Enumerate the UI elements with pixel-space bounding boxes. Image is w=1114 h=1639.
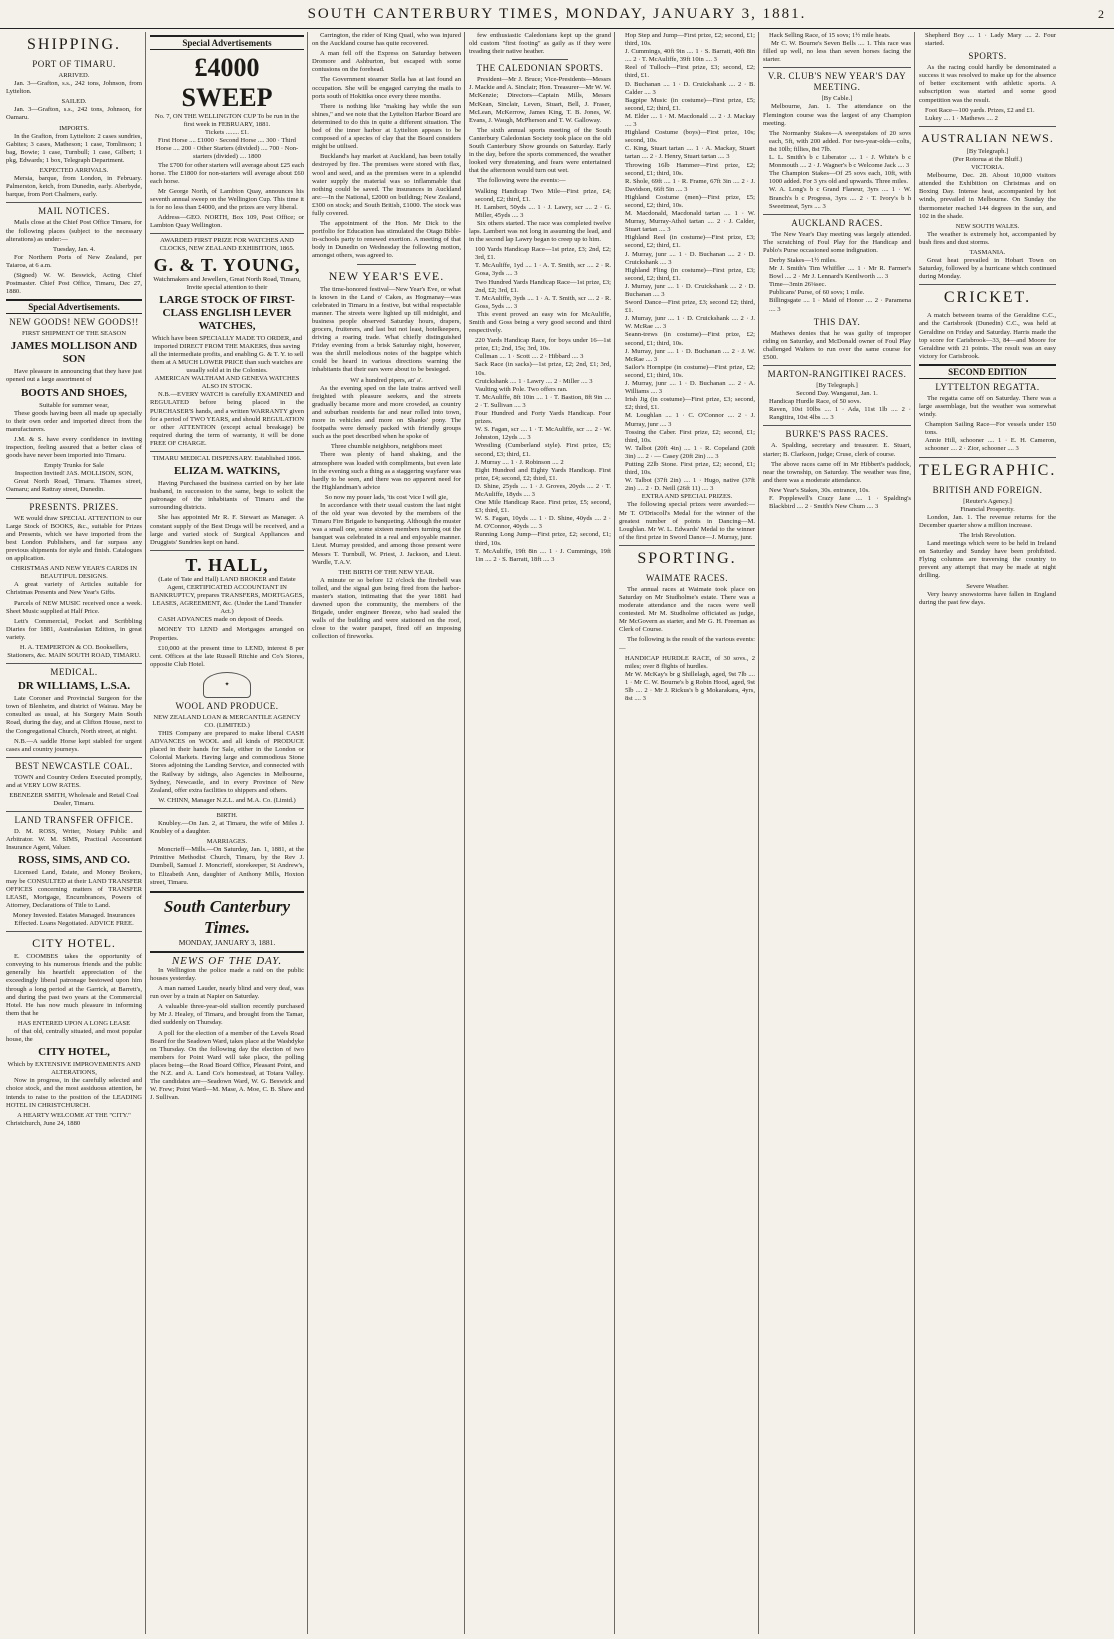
masthead-title: SOUTH CANTERBURY TIMES, MONDAY, JANUARY 3, 1881. [307, 6, 807, 22]
event-results: D. Shine, 25yds .... 1 · J. Groves, 20yds .... 2 · T. McAuliffe, 18yds .... 3 [475, 482, 611, 498]
event-results: M. Macdonald, Macdonald tartan .... 1 · W. Murray, Murray-Athol tartan .... 2 · J. Calder, Stuart tartan .... 3 [625, 210, 755, 234]
event-title: Throwing 16lb Hammer—First prize, £2; second, £1; third, 10s. [625, 161, 755, 177]
event-results: J. Murray .... 1 · J. Robinson .... 2 [475, 458, 564, 466]
young-sub: Watchmakers and Jewellers, Great North Road, Timaru, Invite special attention to their [153, 275, 301, 291]
vr-club-heading: V.R. CLUB'S NEW YEAR'S DAY MEETING. [767, 71, 907, 93]
event-title: The Normanby Stakes—A sweepstakes of 20 sovs each, 5ft, with 200 added. For two-year-olds—colts, 8st 10lb; fillies, 8st 7lb. [769, 129, 911, 153]
article-paragraph: Melbourne, Jan. 1. The attendance on the Flemington course was the largest of any Champion meeting. [763, 103, 911, 127]
event-title: Vaulting with Pole. Two offers ran. [475, 385, 568, 393]
event-results: W. S. Fagan, 10yds .... 1 · D. Shine, 40yds .... 2 · M. O'Connor, 40yds .... 3 [475, 515, 611, 531]
news-item: Carrington, the rider of King Quail, who was injured on the Auckland course has quite recovered. [312, 32, 461, 48]
column-1 [6, 32, 146, 1634]
event-title: Tossing the Caber. First prize, £2; second, £1; third, 10s. [625, 428, 755, 444]
christchurch-date: Christchurch, June 24, 1880 [6, 1119, 81, 1127]
article-paragraph: The sixth annual sports meeting of the South Canterbury Caledonian Society took place on the old South Canterbury Show grounds on Saturday. Early in the day, before the sports commenced, the weather looked very threatening, and fears were entertained that the afternoon would turn out wet. [469, 126, 611, 175]
sweep-headline: £4000 SWEEP [181, 53, 273, 112]
column-5 [619, 32, 759, 1634]
event-title: Champion Sailing Race—For vessels under 150 tons. [925, 421, 1056, 437]
port-heading: PORT OF TIMARU. [32, 59, 116, 69]
presents-text: WE would draw SPECIAL ATTENTION to our Large Stock of BOOKS, &c., suitable for Prizes and Presents, which we have imported from the best London Publishers, and far surpass any previous shipments for style and finish. Catalogues on application. [6, 514, 142, 563]
event-results: J. Murray, junr .... 1 · D. Buchanan .... 2 · D. Cruickshank .... 3 [625, 250, 755, 266]
event-results: W. S. Fagan, scr .... 1 · T. McAuliffe, scr .... 2 · W. Johnston, 12yds .... 3 [475, 426, 611, 442]
by-telegraph-line: [By Telegraph.] [816, 382, 858, 389]
sailed-text: Jan. 3—Grafton, s.s., 242 tons, Johnson, for Oamaru. [6, 106, 142, 122]
north-text: Mr George North, of Lambton Quay, announces his seventh annual sweep on the Wellington Cup. This time it is for no less than £4000, and the prizes are very liberal. [150, 187, 304, 212]
land-office-heading: LAND TRANSFER OFFICE. [14, 815, 134, 826]
sporting-heading: SPORTING. [637, 549, 737, 567]
article-paragraph: As the evening sped on the late trains arrived well freighted with pleasure seekers, and the streets gradually became more and more crowded, as country and suburban residents far and near rolled into town, more in vehicles and more on Shanks' pony. The footpaths were densely packed with friendly groups such as the poet described when he spoke of [312, 384, 461, 441]
via-line: (Per Rotorua at the Bluff.) [952, 155, 1023, 163]
article-paragraph: In accordance with their usual custom the last night of the old year was devoted by the members of the Timaru Fire Brigade to banqueting. Although the muster was a small one, some sixteen members turning out the banquet was celebrated in a real and enjoyable manner. Lieut. Murray presided, and among those present were Messrs T. Turnbull, W. Priest, J. Jackson, and Lieut. Wardle, T.A.V. [312, 501, 461, 566]
tickets-line: Tickets ........ £1. [205, 129, 249, 137]
subheading: THE BIRTH OF THE NEW YEAR. [338, 568, 435, 576]
event-title: Sailor's Hornpipe (in costume)—First prize, £2; second, £1; third, 10s. [625, 363, 755, 379]
extra-prizes-heading: EXTRA AND SPECIAL PRIZES. [641, 493, 733, 501]
column-3 [312, 32, 465, 1634]
entered-line: HAS ENTERED UPON A LONG LEASE [17, 1019, 131, 1027]
mail-text: Mails close at the Chief Post Office Timaru, for the following places (subject to the necessary alterations) as under:— [6, 219, 142, 243]
caledonian-heading: THE CALEDONIAN SPORTS. [476, 63, 604, 74]
office-text: £10,000 at the present time to LEND, interest 8 per cent. Offices at the late Russell Ritchie and Co's Stores, opposite Club Hotel. [150, 644, 304, 668]
divider [6, 757, 142, 758]
imports-text: In the Grafton, from Lyttelton: 2 cases sundries, Gabites; 3 cases, Matheson; 1 case, Tomlinson; 1 bag, Bowie; 1 case, Turnbull; 1 case, Gilbert; 1 pkg, Edwards; 1 box, Telegraph Department. [6, 132, 142, 164]
special-ads-heading-2: Special Advertisements [150, 35, 304, 50]
page-number: 2 [1098, 7, 1104, 21]
event-results: J. Murray, junr .... 1 · D. Buchanan .... 2 · J. W. McRae .... 3 [625, 347, 755, 363]
event-results: W. A. Long's b c Grand Flaneur, 3yrs .... 1 · W. Branch's b c Progress, 3yrs .... 2 · T. Ivory's b h Sweetmeat, 5yrs .... 3 [769, 186, 911, 210]
hall-name: T. HALL, [185, 554, 269, 575]
event-title: 100 Yards Handicap Race—1st prize, £3; 2nd, £2; 3rd, £1. [475, 246, 611, 262]
birth-heading: BIRTH. [216, 811, 238, 819]
article-paragraph: Great heat prevailed in Hobart Town on Saturday, followed by a hurricane which continued during Monday. [919, 257, 1056, 281]
expected-heading: EXPECTED ARRIVALS. [39, 167, 109, 175]
warranty-text: N.B.—EVERY WATCH is carefully EXAMINED and REGULATED before being placed in the PURCHASER'S hands, and a written WARRANTY given for a period of TWO YEARS, and should REGULATION or other ATTENTION (except actual breakage) be required during the term of warranty, it will be done FREE OF CHARGE. [150, 391, 304, 447]
event-results: Mr J. Smith's Tim Whiffler .... 1 · Mr R. Farmer's Bowl .... 2 · Mr J. Lennard's Kenilworth .... 3 [769, 265, 911, 281]
article-paragraph: The above races came off in Mr Hibbert's paddock, near the township, on Saturday. The weather was fine, and there was a moderate attendance. [763, 460, 911, 484]
event-results: M. Loughlan .... 1 · C. O'Connor .... 2 · J. Murray, junr .... 3 [625, 412, 755, 428]
event-title: Hop Step and Jump—First prize, £2; second, £1; third, 10s. [625, 32, 755, 48]
letts-text: Lett's Commercial, Pocket and Scribbling Diaries for 1881, Australasian Edition, in great variety. [6, 617, 142, 641]
event-results: F. Popplewell's Crazy Jane .... 1 · Spalding's Blackbird .... 2 · Smith's New Chum .... 3 [769, 495, 911, 511]
news-item: There is nothing like "making hay while the sun shines," and we note that the Lyttelton Harbor Board are determined to do this in quite a different situation. The bed of the inner harbor at Lyttelton appears to be composed of a species of clay that the Board considers might be utilised. [312, 102, 461, 151]
music-text: Parcels of NEW MUSIC received once a week. Sheet Music supplied at Half Price. [6, 599, 142, 615]
american-line: AMERICAN WALTHAM AND GENEVA WATCHES ALSO IN STOCK. [154, 375, 300, 391]
article-paragraph: The New Year's Day meeting was largely attended. The scratching of Foul Play for the Handicap and Pablo's Purse occasioned some indignation. [763, 230, 911, 254]
wool-heading: WOOL AND PRODUCE. [175, 700, 279, 711]
column-6 [763, 32, 915, 1634]
event-title: Reel of Tulloch—First prize, £3; second, £2; third, £1. [625, 64, 755, 80]
mollison-address: Great North Road, Timaru. Thames street, Oamaru; and Rattray street, Dunedin. [6, 478, 142, 494]
cricket-heading: CRICKET. [943, 289, 1032, 307]
divider [919, 126, 1056, 127]
sweep-prizes-text: The £700 for other starters will average about £25 each horse. The £1800 for non-starters will average about £60 each horse. [150, 161, 304, 185]
paper-title: South Canterbury Times. [163, 896, 291, 937]
event-results: J. Cummings, 40ft 9in .... 1 · S. Barratt, 40ft 8in .... 2 · T. McAuliffe, 39ft 10in .... 3 [625, 48, 755, 64]
event-title: Highland Costume (men)—First prize, £5; second, £2; third, 10s. [625, 193, 755, 209]
article-paragraph: Melbourne, Dec. 28. About 10,000 visitors attended the Exhibition on Christmas and on Boxing Day. Intense heat, accompanied by hot winds, prevailed in Melbourne. On Sunday the thermometer reached 144 degrees in the sun, and 102 in the shade. [919, 172, 1056, 220]
special-ads-heading: Special Advertisements. [6, 299, 142, 314]
dispensary-heading: TIMARU MEDICAL DISPENSARY. Established 1866. [152, 455, 302, 462]
money-lend: MONEY TO LEND and Mortgages arranged on Properties. [150, 626, 304, 642]
mollison-name: JAMES MOLLISON AND SON [10, 340, 138, 366]
divider [919, 284, 1056, 285]
shipment-line: FIRST SHIPMENT OF THE SEASON [21, 330, 127, 338]
telegraphic-heading: TELEGRAPHIC. [919, 461, 1057, 479]
marton-heading: MARTON-RANGITIKEI RACES. [767, 369, 907, 379]
article-paragraph: Very heavy snowstorms have fallen in England during the past few days. [919, 590, 1056, 606]
weather-heading: Severe Weather. [966, 582, 1009, 590]
event-results: J. Murray, junr .... 1 · D. Buchanan .... 2 · A. Williams .... 3 [625, 380, 755, 396]
event-title: Putting 22lb Stone. First prize, £2; second, £1; third, 10s. [625, 460, 755, 477]
news-of-day-heading: NEWS OF THE DAY. [171, 954, 283, 967]
event-title: Handicap Hurdle Race, of 50 sovs. [769, 398, 862, 406]
watkins-text-2: She has appointed Mr R. F. Stewart as Manager. A constant supply of the Best Drugs will be received, and a large and varied stock of Surgical Appliances and Druggists' Sundries kept on hand. [150, 514, 304, 546]
news-item: A poll for the election of a member of the Levels Road Board for the Seadown Ward, takes place at the Washdyke on Thursday. On the following day the election of two members for Point Ward will take place, the polling places being—the Road Board Office, Pleasant Point, and the N.Z. and A. Land Co's homestead, at Totara Valley. The candidates are—Seadown Ward, W. G. Beswick and W. Frew; Point Ward—M. Mase, A. Moe, C. B. Shaw and J. Sullivan. [150, 1029, 304, 1102]
ross-text: Licensed Land, Estate, and Money Brokers, may be CONSULTED at their LAND TRANSFER OFFICES concerning matters of TRANSFER LEASE, Mortgage, Encumbrances, Powers of Attorney, Declarations of Title to Land. [6, 869, 142, 909]
event-title: Bagpipe Music (in costume)—First prize, £5; second, £2; third, £1. [625, 96, 755, 112]
event-text: Six others started. The race was completed twelve laps. Lambert was not long in assuming the lead, and in the second lap Lawry began to creep up to him. [469, 219, 611, 244]
article-paragraph: A match between teams of the Geraldine C.C., and the Carisbrook (Dunedin) C.C., was held at Geraldine on Friday and Saturday. Harris made the top score for Carisbrook—33, 84—and Moore for Geraldine with 21 points. The result was an easy victory for Carisbrook. [919, 312, 1056, 360]
arrived-heading: ARRIVED. [58, 72, 90, 79]
nzlma-heading: NEW ZEALAND LOAN & MERCANTILE AGENCY CO. (LIMITED.) [153, 713, 301, 729]
new-years-eve-heading: NEW YEAR'S EVE. [328, 268, 445, 283]
boots-heading: BOOTS AND SHOES, [20, 386, 128, 399]
event-results: Lukey .... 1 · Mathews .... 2 [925, 114, 998, 122]
event-results: W. Talbot (20ft 4in) .... 1 · R. Copeland (20ft 3in) .... 2 · — Casey (20ft 2in) .... 3 [625, 444, 755, 460]
event-title: Eight Hundred and Eighty Yards Handicap. First prize, £4; second, £2; third, £1. [475, 466, 611, 482]
event-title: Sword Dance—First prize, £3; second £2; third, £1. [625, 299, 755, 315]
event-text: This event proved an easy win for McAuliffe, Smith and Goss being a very good second and third respectively. [469, 310, 611, 335]
event-results: T. McAuliffe, 3yds .... 1 · A. T. Smith, scr .... 2 · R. Goss, 5yds .... 3 [475, 294, 611, 310]
victoria-heading: VICTORIA. [970, 164, 1005, 172]
divider [6, 202, 142, 203]
this-day-heading: THIS DAY. [813, 316, 861, 327]
irish-heading: The Irish Revolution. [959, 531, 1016, 539]
smith-signature: EBENEZER SMITH, Wholesale and Retail Coal Dealer, Timaru. [9, 792, 139, 808]
event-title: One Mile Handicap Race. First prize, £5; second, £3; third, £1. [475, 499, 611, 515]
divider [150, 808, 304, 809]
crest-icon: ✦ [203, 672, 251, 698]
temperton-signature: H. A. TEMPERTON & CO. Booksellers, Stationers, &c. MAIN SOUTH ROAD, TIMARU. [7, 643, 141, 660]
event-title: Highland Costume (boys)—First prize, 10s; second, 10s. [625, 129, 755, 145]
article-paragraph: The following were the events:— [477, 177, 566, 185]
article-paragraph: London, Jan. 1. The revenue returns for the December quarter show a million increase. [919, 513, 1056, 529]
article-paragraph: A. Spalding, secretary and treasurer. E. Stuart, starter; B. Clarkson, judge; Cruse, clerk of course. [763, 442, 911, 458]
australian-news-heading: AUSTRALIAN NEWS. [921, 130, 1054, 145]
section-shipping: SHIPPING. [26, 36, 121, 53]
event-title: Highland Fling (in costume)—First prize, £3; second, £2; third, £1. [625, 266, 755, 282]
inspection-line: Inspection Invited! JAS. MOLLISON, SON, [14, 470, 134, 478]
prosperity-heading: Financial Prosperity. [960, 505, 1015, 513]
by-telegraph-line: [By Telegraph.] [966, 147, 1009, 155]
event-results: H. Lambert, 50yds .... 1 · J. Lawry, scr .... 2 · G. Miller, 45yds .... 3 [475, 203, 611, 219]
nsw-heading: NEW SOUTH WALES. [955, 222, 1020, 230]
sailed-heading: SAILED. [61, 98, 87, 106]
divider [619, 545, 755, 546]
marton-day: Second Day. Wanganui, Jan. 1. [796, 390, 878, 398]
column-4 [469, 32, 615, 1634]
event-results: T. McAuliffe, 8ft 10in .... 1 · T. Bastion, 8ft 9in .... 2 · T. Sullivan .... 3 [475, 393, 611, 409]
news-item: The appointment of the Hon. Mr Dick to the portfolio for Education has stimulated the Otago Bible-in-schools party to renewed exertion. A meeting of that body in Dunedin on Wednesday the following motion, amongst others, was agreed to. [312, 220, 461, 260]
article-paragraph: few enthusiastic Caledonians kept up the grand old custom "first footing" as gaily as if they were treading their native heather. [469, 32, 611, 56]
burkes-pass-heading: BURKE'S PASS RACES. [785, 429, 889, 440]
williams-text: Late Coroner and Provincial Surgeon for the town of Blenheim, and district of Wairau. May be consulted as usual, at his Surgery Main South Road, during the day, and at Clifton House, next to the Congregational Church, North street, at night. [6, 695, 142, 735]
boots-text: These goods having been all made up specially to their own order and imported direct from the manufacturers. [6, 409, 142, 433]
event-title: Irish Jig (in costume)—First prize, £3; second, £2; third, £1. [625, 396, 755, 412]
event-results: M. Elder .... 1 · M. Macdonald .... 2 · J. Mackay .... 3 [625, 112, 755, 129]
event-title: Wrestling (Cumberland style). First prize, £5; second, £3; third, £1. [475, 442, 611, 458]
marriages-text: Moncrieff—Mills.—On Saturday, Jan. 1, 1881, at the Primitive Methodist Church, Timaru, by the Rev J. Dumbell, Samuel J. Moncrieff, storekeeper, St Andrew's, to Elizabeth Ann, daughter of Anthony Mills, Hoxton street, Timaru. [150, 846, 304, 886]
auckland-heading: AUCKLAND RACES. [791, 217, 883, 228]
city-text: E. COOMBES takes the opportunity of conveying to his numerous friends and the public generally his heartfelt appreciation of the exceedingly liberal patronage bestowed upon him through a long period at the Garrick, at Barrett's, and during the past two years at the Commercial Hotel. He has now much pleasure in informing them that he [6, 953, 142, 1017]
paper-date: MONDAY, JANUARY 3, 1881. [178, 937, 276, 947]
event-title: 220 Yards Handicap Race, for boys under 16—1st prize, £1; 2nd, 15s; 3rd, 10s. [475, 337, 611, 353]
divider [6, 498, 142, 499]
divider [6, 663, 142, 664]
event-results: W. Talbot (37ft 2in) .... 1 · Hugo, native (37ft 2in) .... 2 · D. Neill (26ft 11) .... 3 [625, 477, 755, 493]
wellington-cup-line: No. 7, ON THE WELLINGTON CUP To be run in the first week in FEBRUARY, 1881. [154, 113, 300, 129]
mail-heading: MAIL NOTICES. [38, 206, 110, 217]
divider [512, 59, 569, 60]
article-paragraph: The weather is extremely hot, accompanied by bush fires and dust storms. [919, 230, 1056, 246]
event-title: Sack Race (in sacks)—1st prize, £2; 2nd, £1; 3rd, 10s. [475, 361, 611, 377]
xmas-cards-line: CHRISTMAS AND NEW YEAR'S CARDS IN BEAUTIFUL DESIGNS. [10, 565, 138, 581]
event-title: The Champion Stakes—Of 25 sovs each, 10ft, with 1000 added. For 3 yrs old and upwards. Three miles. [769, 170, 911, 186]
divider [763, 214, 911, 215]
young-name: G. & T. YOUNG, [153, 254, 301, 275]
event-results: Shepherd Boy .... 1 · Lady Mary .... 2. Four started. [925, 32, 1056, 48]
sports-heading: SPORTS. [968, 51, 1007, 62]
awarded-line: AWARDED FIRST PRIZE FOR WATCHES AND CLOCKS, NEW ZEALAND EXHIBITION, 1865. [159, 237, 295, 253]
waimate-heading: WAIMATE RACES. [645, 572, 728, 583]
extra-prizes-text: The following special prizes were awarded:— Mr T. O'Driscoll's Medal for the winner of the greatest number of points in Dancing—M. Loughlan. Mr W. L. Edwards' Medal to the winner of the first prize in Sword Dance—J. Murray, junr. [619, 501, 755, 541]
event-title: Seann-trews (in costume)—First prize, £2; second, £1; third, 10s. [625, 331, 755, 347]
ross-sims-heading: ROSS, SIMS, AND CO. [18, 854, 130, 867]
article-paragraph: The annual races at Waimate took place on Saturday on Mr Studholme's estate. There was a moderate attendance and the races were well contested. Mr M. Studholme officiated as judge, Mr McGovern as starter, and Mr G. H. Freeman as Clerk of Course. [619, 585, 755, 634]
divider [919, 457, 1056, 458]
mail-signature: (Signed) W. W. Beswick, Acting Chief Postmaster. Chief Post Office, Timaru, Dec 27, 1880. [6, 271, 142, 296]
by-cable-line: [By Cable.] [821, 95, 853, 103]
event-title: Four Hundred and Forty Yards Handicap. Four prizes. [475, 410, 611, 426]
city-text-3: Now in progress, in the carefully selected and choice stock, and the most assiduous attention, he intends to raise to the position of the LEADING HOTEL IN CHRISTCHURCH. [6, 1077, 142, 1109]
watches-heading: LARGE STOCK OF FIRST-CLASS ENGLISH LEVER WATCHES, [159, 293, 295, 332]
article-paragraph: The regatta came off on Saturday. There was a large assemblage, but the weather was somewhat windy. [919, 394, 1056, 419]
british-foreign-heading: BRITISH AND FOREIGN. [932, 484, 1043, 495]
chinn-signature: W. CHINN, Manager N.Z.L. and M.A. Co. (Limtd.) [158, 796, 296, 804]
divider [763, 425, 911, 426]
event-title: HANDICAP HURDLE RACE, of 30 sovs., 2 miles; over 8 flights of hurdles. [625, 654, 755, 670]
event-title: Two Hundred Yards Handicap Race—1st prize, £3; 2nd, £2; 3rd, £1. [475, 278, 611, 294]
welcome-line: A HEARTY WELCOME AT THE "CITY." [17, 1111, 131, 1119]
column-7 [919, 32, 1059, 1634]
article-paragraph: Mathews denies that he was guilty of improper riding on Saturday, and McDonald owner of Foul Play challenged Walters to run over the same course for £500. [763, 329, 911, 361]
event-results: Billingsgate .... 1 · Maid of Honor .... 2 · Paramena .... 3 [769, 297, 911, 313]
event-title: Derby Stakes—1½ miles. [769, 256, 837, 264]
event-results: C. King, Stuart tartan .... 1 · A. Mackay, Stuart tartan .... 2 · J. Henry, Stuart tartan .... 3 [625, 145, 755, 161]
article-paragraph: There was plenty of hand shaking, and the atmosphere was loaded with compliments, but even late in the evening such a thing as a staggering wayfarer was hardly to be seen, and there was no apparent need for the Highlandman's advice [312, 451, 461, 491]
event-title: Hack Selling Race, of 15 sovs; 1½ mile heats. [769, 32, 891, 39]
event-results: Raven, 10st 10lbs .... 1 · Ada, 11st 1lb .... 2 · Rangitira, 10st 4lbs .... 3 [769, 406, 911, 422]
new-goods-heading: NEW GOODS! NEW GOODS!! [9, 317, 139, 328]
event-title: Publicans' Purse, of 60 sovs; 1 mile. [769, 289, 865, 297]
watches-text: Which have been SPECIALLY MADE TO ORDER, and imported DIRECT FROM THE MAKERS, thus saving all the intermediate profits, and enabling G. & T. Y. to sell them at A MUCH LOWER PRICE than such watches are usually sold at in the Colonies. [150, 334, 304, 375]
event-title: Highland Reel (in costume)—First prize, £3; second, £2; third, £1. [625, 234, 755, 250]
north-address: Address—GEO. NORTH, Box 109, Post Office; or Lambton Quay Wellington. [150, 214, 304, 230]
divider [6, 811, 142, 812]
event-title: New Year's Stakes, 30s. entrance, 10s. [769, 486, 870, 494]
event-results: R. Shole, 69ft .... 1 · R. Frame, 67ft 3in .... 2 · J. Davidson, 66ft 5in .... 3 [625, 177, 755, 193]
williams-nb: N.B.—A saddle Horse kept stabled for urgent cases and country journeys. [6, 737, 142, 753]
divider [150, 233, 304, 234]
masthead [0, 0, 1114, 29]
regatta-heading: LYTTELTON REGATTA. [935, 381, 1040, 392]
article-paragraph: Land meetings which were to be held in Ireland on Saturday and Sunday have been prohibited. Flying columns are traversing the country to prevent any attempt that may be made at night drilling. [919, 540, 1056, 580]
imports-heading: IMPORTS. [59, 124, 89, 132]
article-paragraph: The time-honored festival—New Year's Eve, or what is known in the Land o' Cakes, as Hogmanay—was celebrated in Timaru in a festive, but withal respectable manner. The streets were lighted up till midnight, and business people observed Saturday hours, drapers, grocers, fruiterers, and last but not least, hotelkeepers, driving a roaring trade. What chiefly distinguished Friday evening from a brisk Saturday night, however, was the shrill melodious notes of the bagpipe which could be heard in various directions warning the inhabitants that their ears were about to be besieged. [312, 285, 461, 374]
reuters-line: [Reuter's Agency.] [963, 497, 1012, 505]
divider [357, 264, 417, 265]
divider [150, 451, 304, 452]
mail-day: Tuesday, Jan. 4. [52, 245, 95, 253]
divider [763, 365, 911, 366]
williams-name: DR WILLIAMS, L.S.A. [17, 680, 131, 693]
newspaper-columns [6, 32, 1108, 1634]
expected-text: Mersia, barque, from London, in February. Palmerston, ketch, from Dunedin, early. Aberbyde, barque, from Port Chalmers, early. [6, 175, 142, 199]
article-paragraph: As the racing could hardly be denominated a success it was resolved to make up for the absence of better excitement with athletic sports. A subscription was started and some good competition was the result. [919, 64, 1056, 104]
city-text-2: of that old, centrally situated, and most popular house, the [6, 1027, 142, 1044]
officers-text: President—Mr J. Bruce; Vice-Presidents—Messrs J. Mackie and A. Sinclair; Hon. Treasurer—Mr W. W. McKenzie; Directors—Captain Mills, Messrs McKean, Sinclair, Leven, Stuart, Bell, J. Fraser, McLean, McKerrow, James King, T. B. Jones, W. Evans, J. Waugh, McPherson and T. W. Galloway. [469, 76, 611, 124]
news-item: A man fell off the Express on Saturday between Dromore and Ashburton, but escaped with some contusions on the forehead. [312, 50, 461, 74]
arrived-text: Jan. 3—Grafton, s.s., 242 tons, Johnson, from Lyttelton. [6, 80, 142, 96]
mail-north: For Northern Ports of New Zealand, per Taiaroa, at 6 a.m. [6, 253, 142, 269]
medical-heading: MEDICAL. [50, 667, 98, 678]
event-title: Foot Race—100 yards. Prizes, £2 and £1. [925, 106, 1035, 114]
marriages-heading: MARRIAGES. [206, 838, 248, 846]
news-item: In Wellington the police made a raid on the public houses yesterday. [150, 966, 304, 982]
event-results: Cullman .... 1 · Scott .... 2 · Hibbard .... 3 [475, 353, 584, 361]
land-names: D. M. ROSS, Writer, Notary Public and Arbitrator. W. M. SIMS, Practical Accountant Insurance Agent, Valuer. [6, 828, 142, 852]
birth-text: Knubley.—On Jan. 2, at Timaru, the wife of Miles J. Knubley of a daughter. [150, 820, 304, 836]
summer-line: Suitable for summer wear, [39, 401, 109, 409]
column-2 [150, 32, 308, 1634]
money-line: Money Invested. Estates Managed. Insurances Effected. Loans Negotiated. ADVICE FREE. [12, 911, 136, 928]
event-text: Time—3min 26⅛sec. [769, 281, 827, 289]
news-item: The Government steamer Stella has at last found an occupation. She will be engaged carrying the mails to ports south of Hokitika once every three months. [312, 76, 461, 100]
nzlma-text: THIS Company are prepared to make liberal CASH ADVANCES on WOOL and all kinds of PRODUCE placed in their hands for Sale, either in the London or Colonial Markets. Having large and commodious Stone Stores adjoining the Landing Service, and connected with the Railway by sidings, also Agencies in Melbourne, Sydney, Newcastle, and in every Province of New Zealand, offer extra facilities to shippers and others. [150, 730, 304, 794]
hall-sub: (Late of Tate and Hall) LAND BROKER and Estate Agent, CERTIFICATED ACCOUNTANT IN BANKRUPTCY, prepares TRANSFERS, MORTGAGES, LEASES, AGREEMENT, &c. (Under the Land Transfer Act.) [150, 575, 304, 616]
city-hotel-name: CITY HOTEL, [38, 1046, 110, 1059]
verse-line: So now my pouer lads, 'tis cost 'vice I will gie, [325, 493, 448, 501]
event-text: Mr C. W. Bourne's Seven Bells .... 1. This race was filled up well, no less than seven horses facing the starter. [763, 40, 911, 64]
news-item: A valuable three-year-old stallion recently purchased by Mr J. Healey, of Timaru, and brought from the Tamar, died suddenly on Thursday. [150, 1003, 304, 1027]
city-hotel-heading: CITY HOTEL. [32, 936, 116, 951]
verse-line: Three chumble neighbors, neighbors meet [330, 443, 443, 451]
trunks-line: Empty Trunks for Sale [44, 462, 104, 470]
event-title: Walking Handicap Two Mile—First prize, £4; second, £2; third, £1. [475, 187, 611, 203]
divider [6, 931, 142, 932]
article-paragraph: The following is the result of the various events:— [619, 636, 755, 652]
divider [763, 67, 911, 68]
article-paragraph: A minute or so before 12 o'clock the firebell was tolled, and the signal gun being fired from the harbor-master's station, intimating that the year 1881 had dawned upon the community, the members of the Brigade, under engineer Breeze, who had sealed the walls of the building and were stationed on the roof, close to the water parapet, fired off an imposing collection of fireworks. [312, 576, 461, 641]
event-results: Mr W. McKay's br g Shillelagh, aged, 9st 7lb .... 1 · Mr C. W. Bourne's b g Robin Hood, aged, 9st 5lb .... 2 · Mr J. Rickus's b g Mokarakara, 4yrs, 8st .... 3 [625, 670, 755, 703]
mollison-text: Have pleasure in announcing that they have just opened out a large assortment of [6, 368, 142, 384]
paper-title-box [150, 891, 304, 953]
event-title: Running Long Jump—First prize, £2; second, £1; third, 10s. [475, 531, 611, 547]
improvements-line: Which by EXTENSIVE IMPROVEMENTS AND ALTERATIONS, [7, 1061, 141, 1077]
event-results: J. Murray, junr .... 1 · D. Cruickshank .... 2 · J. W. McRae .... 3 [625, 315, 755, 331]
event-results: Cruickshank .... 1 · Lawry .... 2 · Miller .... 3 [475, 377, 593, 385]
tasmania-heading: TASMANIA. [969, 248, 1006, 256]
sweep-prizes: First Horse .... £1000 · Second Horse .... 300 · Third Horse .... 200 · Other Starters (divided) .... 700 · Non-starters (divided) .... 1800 [155, 137, 299, 161]
news-item: A man named Lauder, nearly blind and very deaf, was run over by a train at Napier on Saturday. [150, 985, 304, 1001]
jm-text: J.M. & S. have every confidence in inviting inspection, feeling assured that a better class of goods have never been imported into Timaru. [6, 435, 142, 460]
event-results: J. Murray, junr .... 1 · D. Cruickshank .... 2 · D. Buchanan .... 3 [625, 282, 755, 298]
event-results: L. L. Smith's b c Liberator .... 1 · J. White's b c Monmouth .... 2 · J. Wagner's b c Welcome Jack .... 3 [769, 154, 911, 170]
presents-heading: PRESENTS. PRIZES. [29, 501, 119, 512]
cash-advances: CASH ADVANCES made on deposit of Deeds. [158, 616, 284, 624]
watkins-name: ELIZA M. WATKINS, [174, 465, 280, 478]
event-results: D. Buchanan .... 1 · D. Cruickshank .... 2 · B. Calder .... 3 [625, 80, 755, 96]
event-results: T. McAuliffe, 19ft 8in .... 1 · J. Cummings, 19ft 1in .... 2 · S. Barratt, 18ft .... 3 [475, 547, 611, 563]
event-results: Annie Hill, schooner .... 1 · E. H. Cameron, schooner .... 2 · Zior, schooner .... 3 [925, 437, 1056, 453]
event-results: T. McAuliffe, 1yd .... 1 · A. T. Smith, scr .... 2 · R. Gosa, 3yds .... 3 [475, 262, 611, 278]
second-edition-heading: SECOND EDITION [919, 364, 1056, 379]
watkins-text: Having Purchased the business carried on by her late husband, in succession to the same, begs to solicit the patronage of the inhabitants of Timaru and the surrounding districts. [150, 480, 304, 512]
divider [150, 550, 304, 551]
verse-line: Wi' a hundred pipers, an' a'. [350, 376, 423, 384]
news-item: Buckland's hay market at Auckland, has been totally destroyed by fire. The premises were stored with flax, wool and seed, and as the premises were in a splendid water supply the material was so inflammable that nothing could be saved. The insurances in Auckland are:—In the National, £2000 on building; New Zealand, £300 on stock; and South British, £1000. The stock was fully covered. [312, 153, 461, 217]
variety-text: A great variety of Articles suitable for Christmas Presents and New Year's Gifts. [6, 581, 142, 597]
coal-heading: BEST NEWCASTLE COAL. [15, 760, 133, 771]
coal-text: TOWN and Country Orders Executed promptly, and at VERY LOW RATES. [6, 773, 142, 789]
